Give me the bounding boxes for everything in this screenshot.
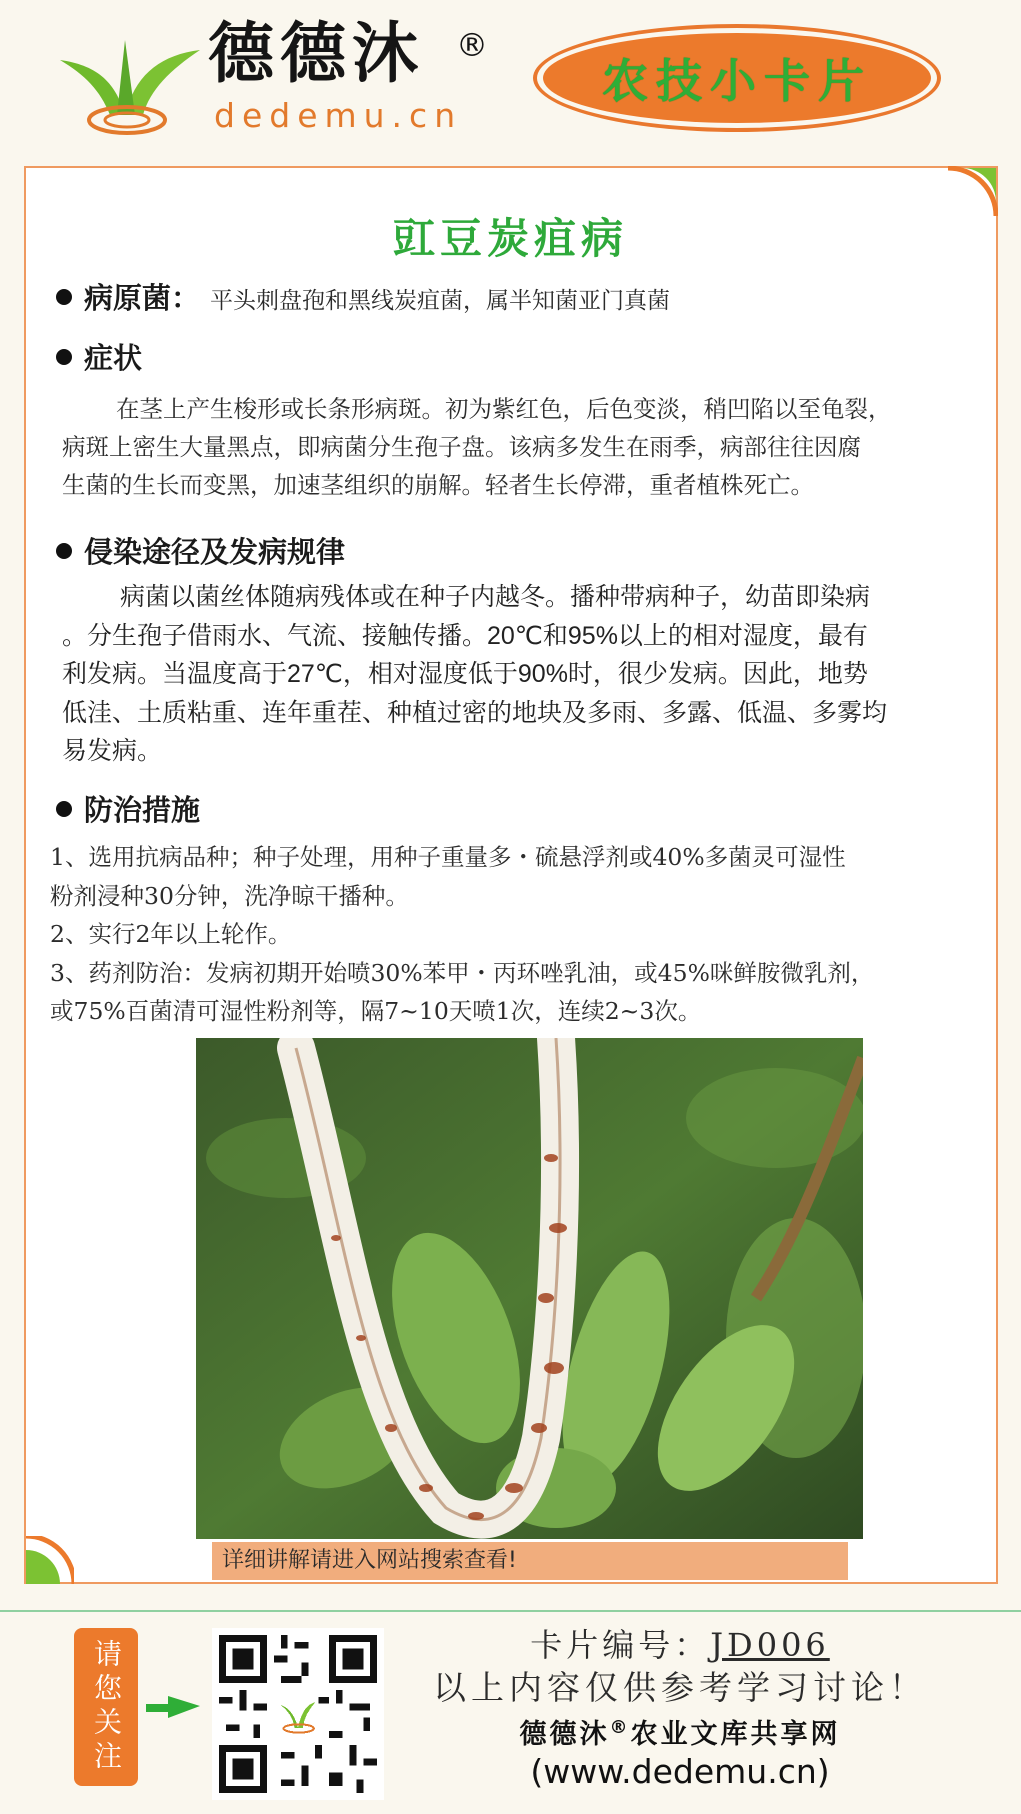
tech-card-badge [533, 24, 941, 132]
disclaimer: 以上内容仅供参考学习讨论！ [433, 1668, 927, 1707]
control-line: 2、实行2年以上轮作。 [50, 920, 292, 948]
control-line: 3、药剂防治：发病初期开始喷30%苯甲・丙环唑乳油，或45%咪鲜胺微乳剂， [50, 958, 875, 987]
symptoms-heading: 症状 [84, 341, 143, 375]
follow-label: 请您关注 [74, 1628, 138, 1786]
library-reg-mark: ® [609, 1717, 631, 1738]
control-line: 1、选用抗病品种；种子处理，用种子重量多・硫悬浮剂或40%多菌灵可湿性 [50, 843, 846, 871]
infection-line: 低洼、土质粘重、连年重茬、种植过密的地块及多雨、多露、低温、多雾均 [62, 698, 888, 727]
brand-name: 德德沐 [208, 15, 424, 92]
library-brand: 德德沐 [519, 1719, 610, 1750]
symptoms-section-heading [56, 336, 142, 377]
page-title: 豇豆炭疽病 [392, 214, 628, 263]
symptoms-paragraph [62, 390, 992, 504]
symptoms-line: 病斑上密生大量黑点，即病菌分生孢子盘。该病多发生在雨季，病部往往因腐 [62, 433, 861, 461]
library-name [400, 1712, 960, 1751]
control-line: 粉剂浸种30分钟，洗净晾干播种。 [50, 881, 409, 910]
pathogen-section [56, 276, 670, 317]
symptoms-line: 在茎上产生梭形或长条形病斑。初为紫红色，后色变淡，稍凹陷以至龟裂， [116, 395, 892, 423]
brand-logo-icon [55, 20, 205, 140]
badge-label: 农技小卡片 [543, 33, 931, 123]
card-number-label: 卡片编号： [530, 1626, 711, 1664]
infection-section-heading [56, 530, 345, 571]
card-number-value: JD006 [710, 1626, 830, 1664]
website-link[interactable]: (www.dedemu.cn) [530, 1752, 830, 1791]
infection-line: 病菌以菌丝体随病残体或在种子内越冬。播种带病种子，幼苗即染病 [120, 583, 871, 611]
pathogen-text: 平头刺盘孢和黑线炭疽菌，属半知菌亚门真菌 [210, 288, 671, 314]
qr-code[interactable] [212, 1628, 384, 1800]
photo-caption: 详细讲解请进入网站搜索查看! [212, 1542, 848, 1580]
bullet-icon [56, 801, 72, 817]
bullet-icon [56, 543, 72, 559]
control-section-heading [56, 788, 200, 829]
infection-heading: 侵染途径及发病规律 [84, 535, 346, 569]
control-line: 或75%百菌清可湿性粉剂等，隔7~10天喷1次，连续2~3次。 [50, 997, 702, 1025]
control-heading: 防治措施 [84, 793, 201, 827]
brand-domain: dedemu.cn [214, 96, 463, 135]
pathogen-heading: 病原菌： [84, 281, 201, 315]
corner-decoration-icon [24, 1536, 74, 1586]
infection-line: 易发病。 [62, 737, 163, 765]
control-measures [50, 838, 990, 1031]
pointing-hand-icon [144, 1688, 204, 1728]
disease-photo [196, 1038, 863, 1539]
library-suffix: 农业文库共享网 [630, 1719, 841, 1750]
symptoms-line: 生菌的生长而变黑，加速茎组织的崩解。轻者生长停滞，重者植株死亡。 [62, 471, 814, 499]
card-number [400, 1620, 960, 1666]
bullet-icon [56, 349, 72, 365]
infection-line: 利发病。当温度高于27℃，相对湿度低于90%时，很少发病。因此，地势 [62, 660, 868, 688]
footer-divider [0, 1610, 1021, 1612]
bullet-icon [56, 289, 72, 305]
infection-line: 。分生孢子借雨水、气流、接触传播。20℃和95%以上的相对湿度，最有 [62, 621, 868, 650]
infection-paragraph [62, 578, 992, 771]
registered-mark: ® [456, 26, 488, 64]
